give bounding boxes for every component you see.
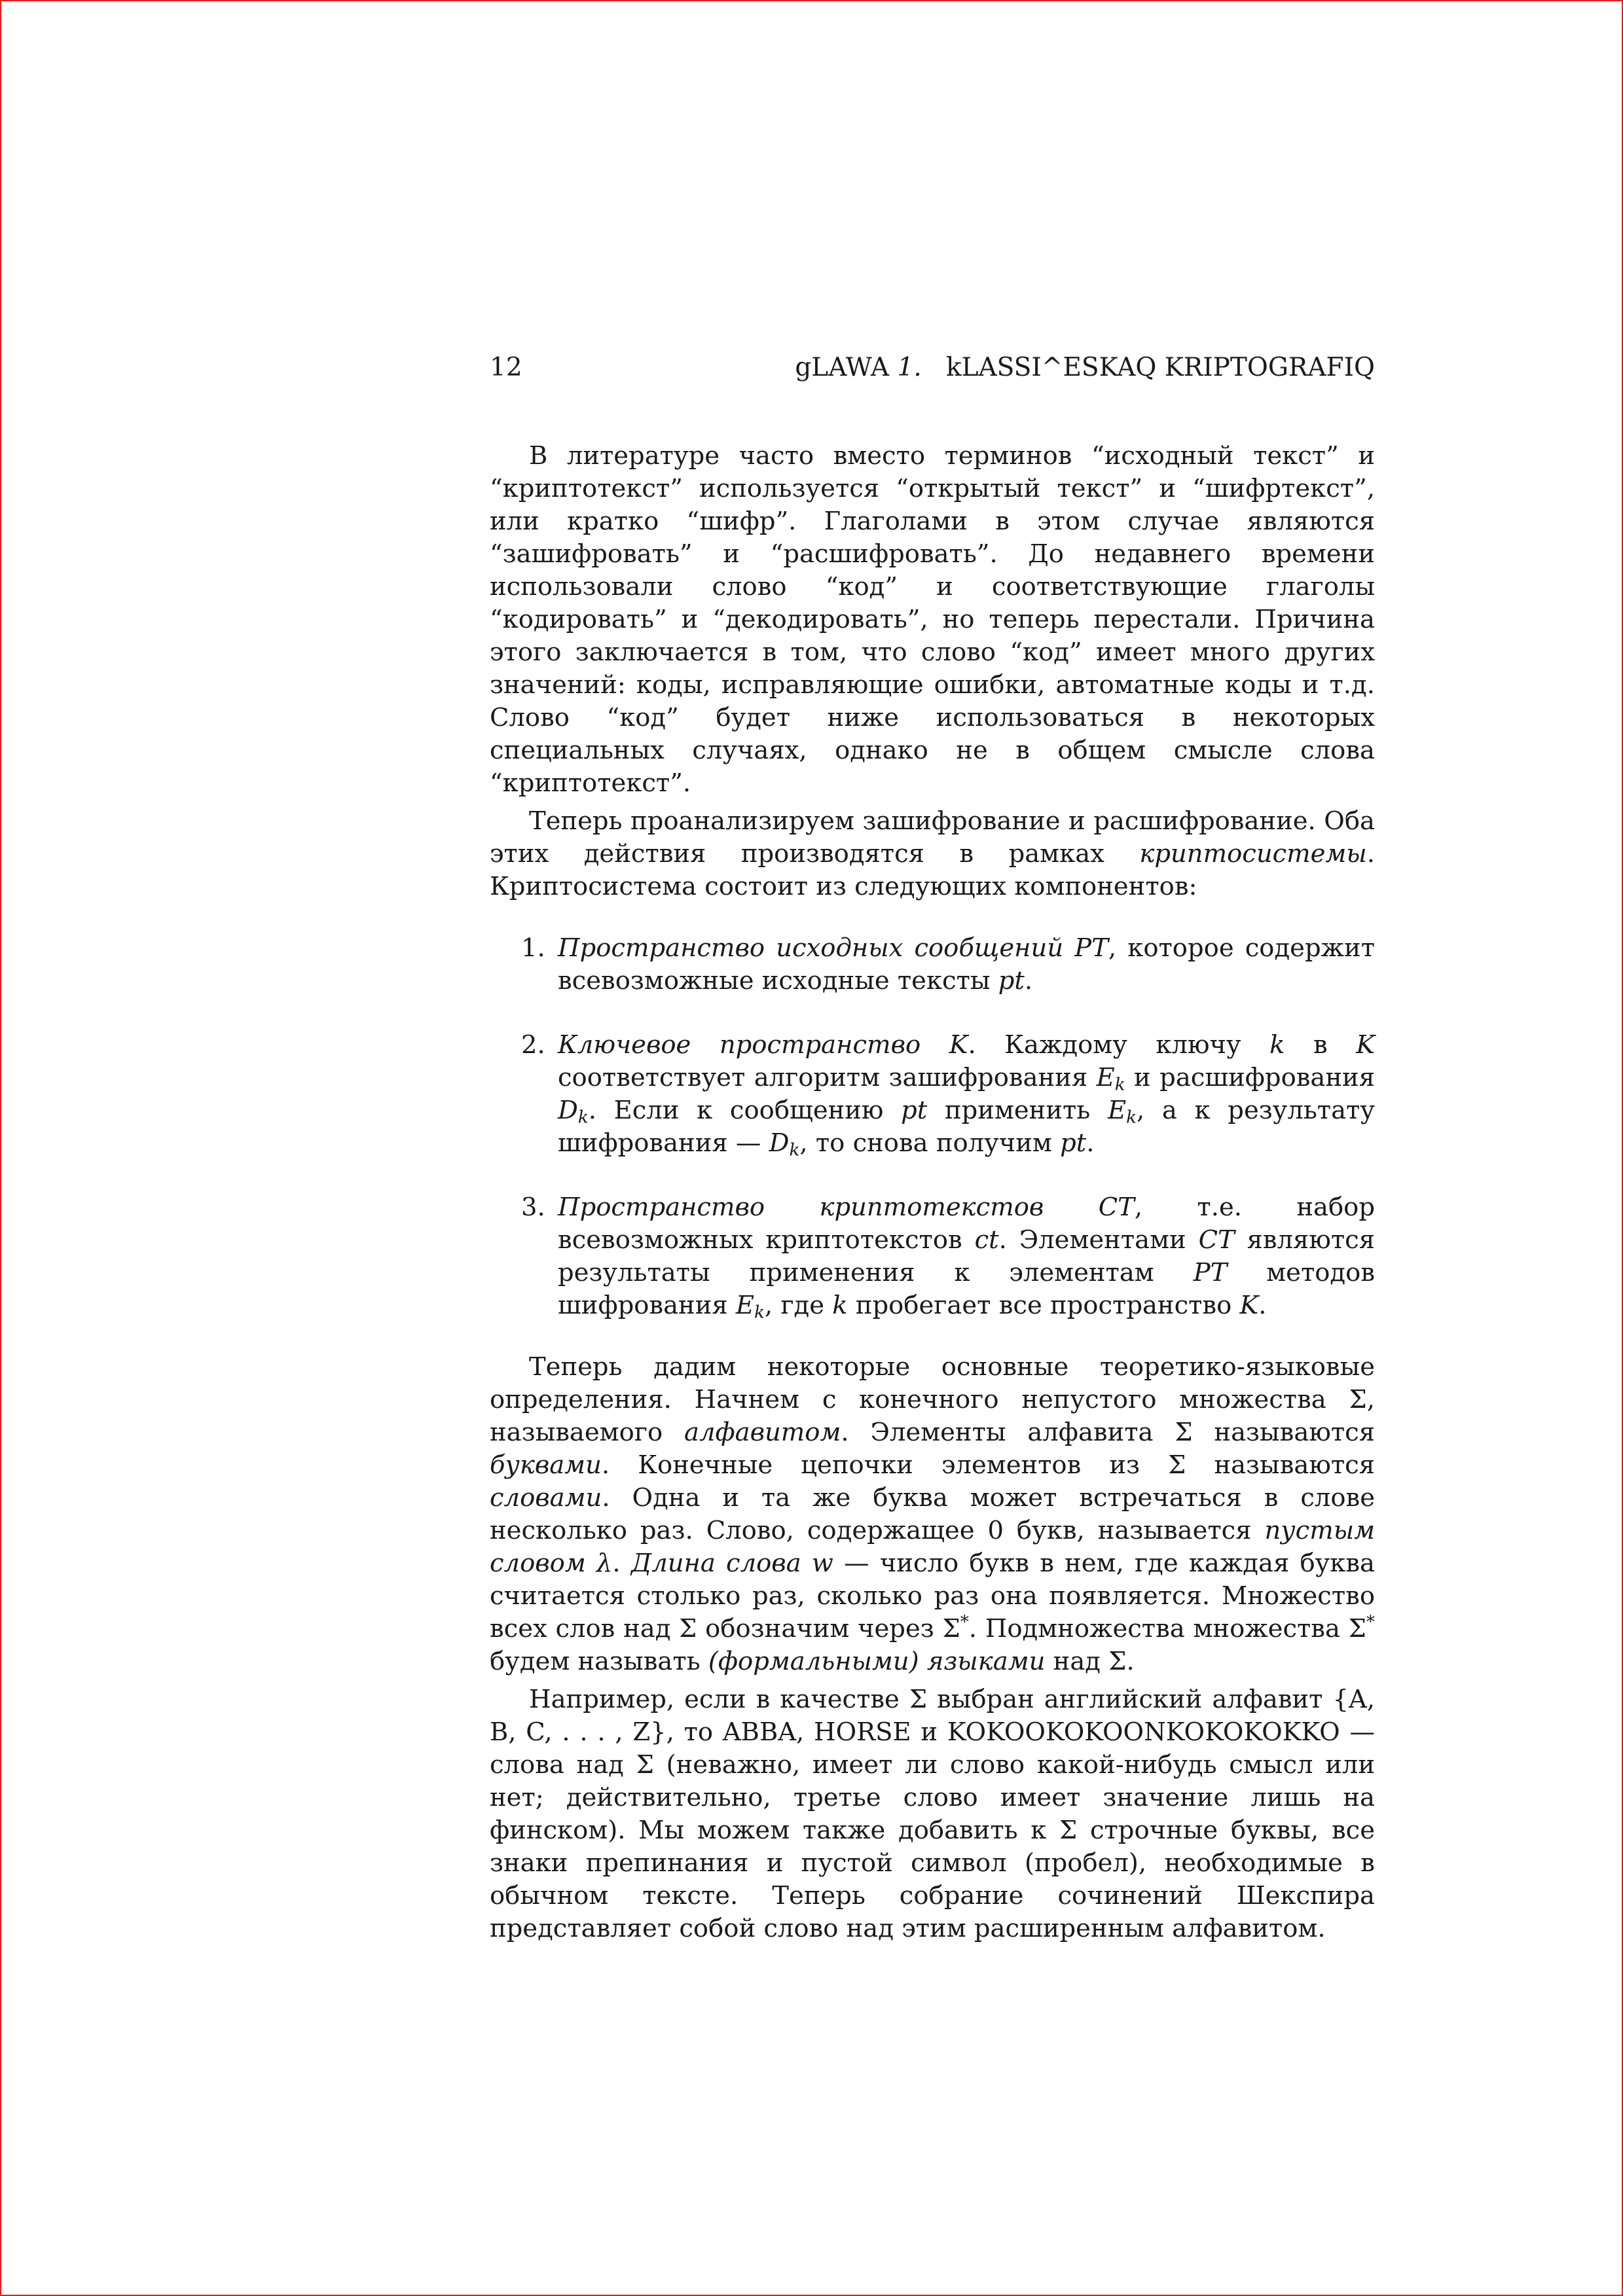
- running-head: [490, 351, 1375, 385]
- term-key-space: Ключевое пространство: [558, 1030, 921, 1060]
- term-alphabet: алфавитом: [684, 1418, 841, 1447]
- chapter-prefix: gLAWA: [795, 353, 890, 382]
- chapter-title: [795, 351, 1375, 385]
- term-empty-word: пустым словом: [490, 1516, 1375, 1578]
- paragraph-terminology: В литературе часто вместо терминов “исходный текст” и “криптотекст” используется “открытый текст” и “шифртекст”, или кратко “шифр”. Глаголами в этом случае являются “зашифровать” и “расшифровать”. До недавнего времени использовали слово “код” и соответствующие глаголы “кодировать” и “декодировать”, но теперь перестали. Причина этого заключается в том, что слово “код” имеет много других значений: коды, исправляющие ошибки, автоматные коды и т.д. Слово “код” будет ниже использоваться в некоторых специальных случаях, однако не в общем смысле слова “криптотекст”.: [490, 441, 1375, 798]
- term-plaintext-space: Пространство исходных сообщений: [558, 933, 1064, 963]
- paragraph-cryptosystem: Теперь проанализируем зашифрование и расшифрование. Оба этих действия производятся в рамках криптосистемы. Криптосистема состоит из следующих компонентов:: [490, 806, 1375, 901]
- chapter-number: 1.: [897, 353, 922, 382]
- list-item: 3. Пространство криптотекстов CT, т.е. набор всевозможных криптотекстов ct. Элементами CT являются результаты применения к элементам PT методов шифрования $E_k$, где k пробегает все пространство K.: [521, 1193, 1375, 1323]
- chapter-title-text: kLASSI^ESKAQ KRIPTOGRAFIQ: [945, 353, 1375, 382]
- page-number: 12: [490, 353, 522, 382]
- term-ciphertext-space: Пространство криптотекстов: [558, 1193, 1044, 1222]
- term-formal-languages: (формальными) языками: [708, 1647, 1046, 1676]
- term-word-length: Длина слова: [630, 1549, 801, 1578]
- body-text: [490, 440, 1375, 1945]
- term-letters: буквами: [490, 1450, 602, 1480]
- paragraph-definitions: Теперь дадим некоторые основные теоретико-языковые определения. Начнем с конечного непустого множества Σ, называемого алфавитом. Элементы алфавита Σ называются буквами. Конечные цепочки элементов из Σ называются словами. Одна и та же буква может встречаться в слове несколько раз. Слово, содержащее 0 букв, называется пустым словом λ. Длина слова w — число букв в нем, где каждая буква считается столько раз, сколько раз она появляется. Множество всех слов над Σ обозначим через Σ*. Подмножества множества Σ* будем называть (формальными) языками над Σ.: [490, 1352, 1375, 1676]
- list-item: 2. Ключевое пространство K. Каждому ключу k в K соответствует алгоритм зашифрования $E_k$ и расшифрования $D_k$. Если к сообщению pt применить $E_k$, а к результату шифрования — $D_k$, то снова получим pt.: [521, 1030, 1375, 1160]
- component-list: [490, 932, 1375, 1322]
- term-words: словами: [490, 1483, 602, 1513]
- term-cryptosystem: криптосистемы: [1139, 839, 1367, 869]
- list-item: 1. Пространство исходных сообщений PT, которое содержит всевозможные исходные тексты pt.: [521, 933, 1375, 996]
- paragraph-example: Например, если в качестве Σ выбран английский алфавит {A, B, C, . . . , Z}, то ABBA, HORSE и KOKOOKOKOONKOKOKOKKO — слова над Σ (неважно, имеет ли слово какой-нибудь смысл или нет; действительно, третье слово имеет значение лишь на финском). Мы можем также добавить к Σ строчные буквы, все знаки препинания и пустой символ (пробел), необходимые в обычном тексте. Теперь собрание сочинений Шекспира представляет собой слово над этим расширенным алфавитом.: [490, 1685, 1375, 1943]
- text-block: [490, 351, 1375, 1945]
